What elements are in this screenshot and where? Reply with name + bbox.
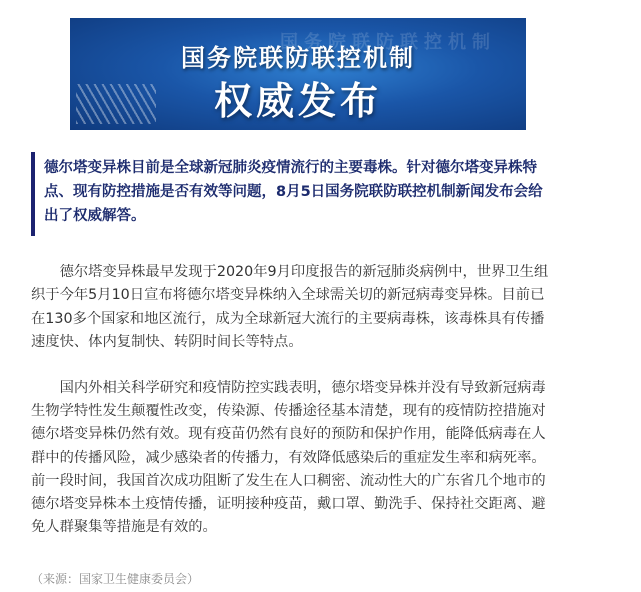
banner-ghost-text: 国务院联防联控机制 [280, 32, 496, 53]
lead-line: 出了权威解答。 [44, 208, 146, 224]
banner-subtitle: 权威发布 [213, 79, 382, 123]
body-line: 德尔塔变异株本土疫情传播，证明接种疫苗，戴口罩、勤洗手、保持社交距离、避 [31, 496, 546, 512]
body-line: 织于今年5月10日宣布将德尔塔变异株纳入全球需关切的新冠病毒变异株。目前已 [31, 287, 545, 303]
body-line: 德尔塔变异株仍然有效。现有疫苗仍然有良好的预防和保护作用，能降低病毒在人 [31, 426, 546, 442]
body-line: 国内外相关科学研究和疫情防控实践表明，德尔塔变异株并没有导致新冠病毒 [31, 380, 546, 396]
lead-line: 德尔塔变异株目前是全球新冠肺炎疫情流行的主要毒株。针对德尔塔变异株特 [44, 160, 537, 176]
body-line: 在130多个国家和地区流行，成为全球新冠大流行的主要病毒株，该毒株具有传播 [31, 311, 545, 327]
source-note: （来源：国家卫生健康委员会） [31, 572, 200, 586]
banner-title: 国务院联防联控机制 [181, 44, 415, 72]
body-line: 免人群聚集等措施是有效的。 [31, 519, 217, 535]
body-line: 德尔塔变异株最早发现于2020年9月印度报告的新冠肺炎病例中，世界卫生组 [31, 264, 549, 280]
body-line: 群中的传播风险，减少感染者的传播力，有效降低感染后的重症发生率和病死率。 [31, 450, 546, 466]
body-line: 速度快、体内复制快、转阴时间长等特点。 [31, 334, 303, 350]
lead-quote [31, 152, 605, 236]
banner-image [70, 18, 526, 130]
body-line: 生物学特性发生颠覆性改变，传染源、传播途径基本清楚，现有的疫情防控措施对 [31, 403, 546, 419]
body-line: 前一段时间，我国首次成功阻断了发生在人口稠密、流动性大的广东省几个地市的 [31, 473, 546, 489]
lead-line: 点、现有防控措施是否有效等问题，8月5日国务院联防联控机制新闻发布会给 [44, 184, 543, 200]
